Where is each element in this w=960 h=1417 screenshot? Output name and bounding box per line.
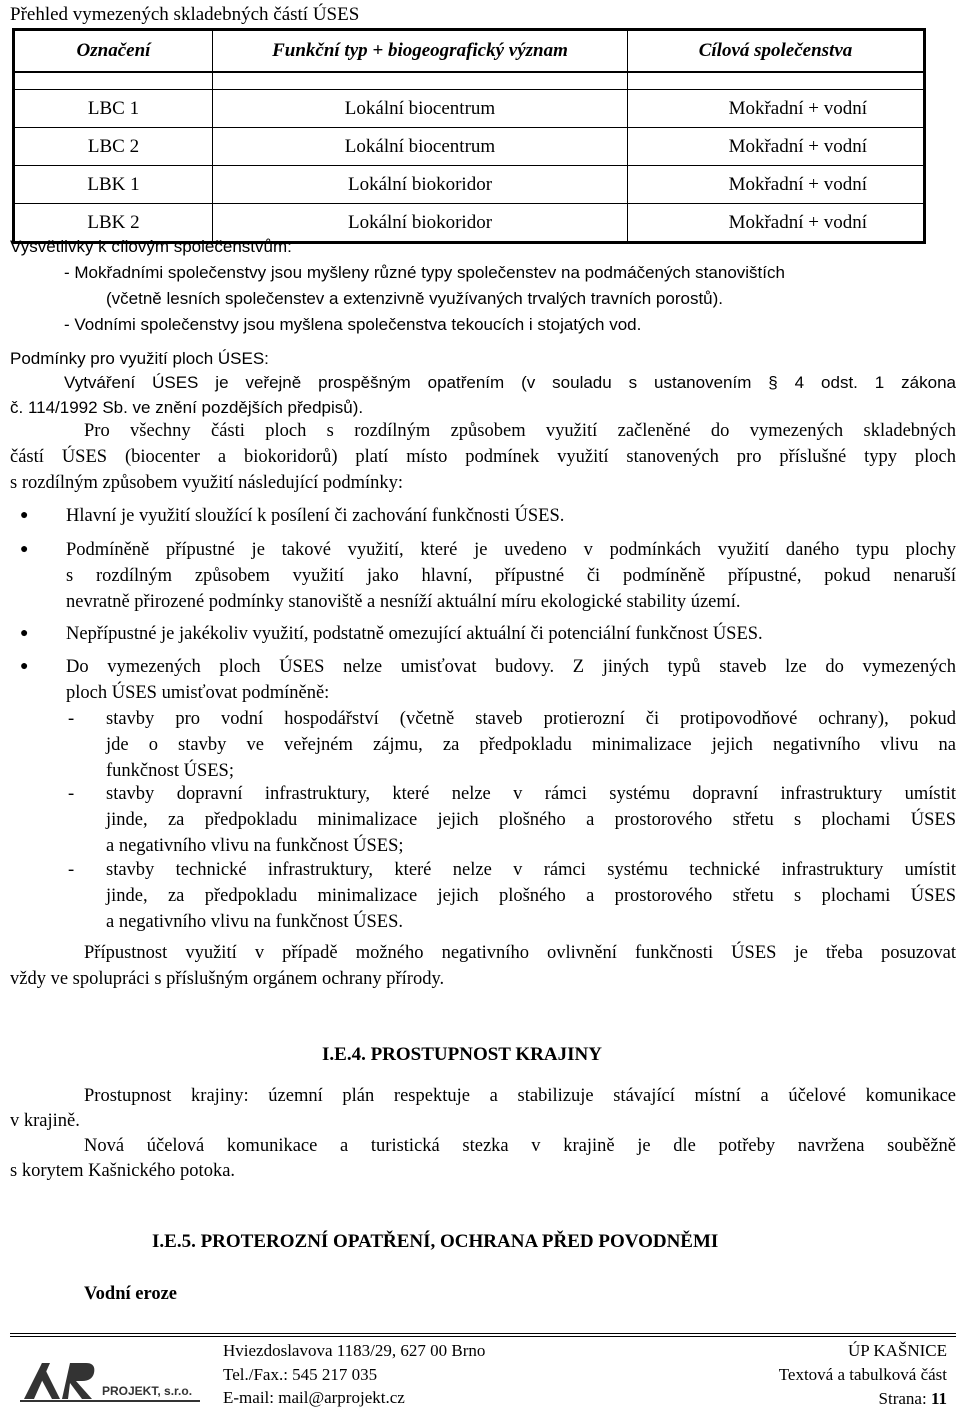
- dash: -: [68, 709, 75, 729]
- table-cell: LBK 2: [14, 204, 213, 243]
- section-heading: I.E.4. PROSTUPNOST KRAJINY: [322, 1044, 602, 1065]
- bullet-item-cont: s rozdílným způsobem využití jako hlavní, přípustné či podmíněně přípustné, pokud nenaruší: [66, 566, 956, 586]
- paragraph: Pro všechny části ploch s rozdílným způsobem využití začleněné do vymezených skladebných: [84, 421, 956, 441]
- table-row: [14, 128, 925, 166]
- legend-item: - Mokřadními společenstvy jsou myšleny různé typy společenstev na podmáčených stanovištích: [64, 263, 785, 282]
- dash-item-cont: a negativního vlivu na funkčnost ÚSES.: [106, 912, 403, 932]
- footer-address: Hviezdoslavova 1183/29, 627 00 Brno: [223, 1341, 486, 1360]
- dash-item: stavby pro vodní hospodářství (včetně staveb protierozní či protipovodňové ochrany), pokud: [106, 709, 956, 729]
- paragraph: Vytváření ÚSES je veřejně prospěšným opatřením (v souladu s ustanovením § 4 odst. 1 zákona: [64, 373, 956, 392]
- dash: -: [68, 784, 75, 804]
- footer-page: [879, 1386, 947, 1412]
- uses-table: [12, 28, 926, 244]
- table-cell: Lokální biokoridor: [213, 204, 628, 243]
- footer-email: E-mail: mail@arprojekt.cz: [223, 1388, 405, 1407]
- bullet-item-cont: nevratně přirozené podmínky stanoviště a nesníží aktuální míru ekologické stability území.: [66, 592, 741, 612]
- dash-item-cont: a negativního vlivu na funkčnost ÚSES;: [106, 836, 404, 856]
- footer-divider: [10, 1336, 956, 1337]
- footer-divider: [10, 1333, 956, 1334]
- footer-project: ÚP KAŠNICE: [847, 1341, 947, 1360]
- paragraph: Nová účelová komunikace a turistická stezka v krajině je dle potřeby navržena souběžně: [84, 1136, 956, 1156]
- table-cell: Mokřadní + vodní: [628, 90, 925, 128]
- bullet-item: Hlavní je využití sloužící k posílení či zachování funkčnosti ÚSES.: [66, 506, 565, 526]
- legend-item: - Vodními společenstvy jsou myšlena společenstva tekoucích i stojatých vod.: [64, 315, 642, 334]
- dash-item-cont: jde o stavby ve veřejném zájmu, za předpokladu minimalizace jejich negativního vlivu na: [106, 735, 956, 755]
- paragraph: v krajině.: [10, 1111, 80, 1131]
- dash-item-cont: jinde, za předpokladu minimalizace jejich plošného a prostorového střetu s plochami ÚSES: [106, 886, 956, 906]
- bullet-item: Podmíněně přípustné je takové využití, které je uvedeno v podmínkách využití daného typu plochy: [66, 540, 956, 560]
- bullet-icon: ●: [20, 626, 29, 641]
- paragraph: vždy ve spolupráci s příslušným orgánem ochrany přírody.: [10, 969, 445, 989]
- page-label: Strana:: [878, 1389, 927, 1408]
- subheading: Vodní eroze: [84, 1284, 178, 1304]
- footer-phone: Tel./Fax.: 545 217 035: [223, 1365, 378, 1384]
- column-header: Cílová společenstva: [628, 30, 925, 73]
- paragraph: Prostupnost krajiny: územní plán respektuje a stabilizuje stávající místní a účelové komunikace: [84, 1086, 956, 1106]
- logo-text: PROJEKT, s.r.o.: [102, 1384, 193, 1398]
- bullet-icon: ●: [20, 508, 29, 523]
- table-caption: Přehled vymezených skladebných částí ÚSES: [10, 4, 360, 25]
- paragraph: č. 114/1992 Sb. ve znění pozdějších předpisů).: [10, 398, 364, 417]
- dash-item: stavby dopravní infrastruktury, které nelze v rámci systému dopravní infrastruktury umístit: [106, 784, 956, 804]
- dash-item: stavby technické infrastruktury, které nelze v rámci systému technické infrastruktury umístit: [106, 860, 956, 880]
- paragraph: Přípustnost využití v případě možného negativního ovlivnění funkčnosti ÚSES je třeba posuzovat: [84, 943, 956, 963]
- table-row: [14, 90, 925, 128]
- bullet-item: Nepřípustné je jakékoliv využití, podstatně omezující aktuální či potenciální funkčnost ÚSES.: [66, 624, 763, 644]
- column-header: Označení: [14, 30, 213, 73]
- paragraph: částí ÚSES (biocenter a biokoridorů) platí místo podmínek využití stanovených pro příslušné typy ploch: [10, 447, 956, 467]
- table-cell: Mokřadní + vodní: [628, 128, 925, 166]
- bullet-icon: ●: [20, 659, 29, 674]
- bullet-item-cont: ploch ÚSES umisťovat podmíněně:: [66, 683, 330, 703]
- bullet-icon: ●: [20, 542, 29, 557]
- dash-item-cont: funkčnost ÚSES;: [106, 761, 234, 781]
- paragraph: s rozdílným způsobem využití následující podmínky:: [10, 473, 404, 493]
- table-cell: Mokřadní + vodní: [628, 204, 925, 243]
- dash: -: [68, 860, 75, 880]
- table-cell: Lokální biocentrum: [213, 128, 628, 166]
- paragraph: s korytem Kašnického potoka.: [10, 1161, 236, 1181]
- table-row: [14, 166, 925, 204]
- table-header-row: [14, 30, 925, 73]
- legend-item-cont: (včetně lesních společenstev a extenzivně využívaných trvalých travních porostů).: [106, 289, 724, 308]
- footer-part: Textová a tabulková část: [778, 1365, 947, 1384]
- section-heading: I.E.5. PROTEROZNÍ OPATŘENÍ, OCHRANA PŘED POVODNĚMI: [152, 1231, 719, 1252]
- page-number: 11: [930, 1389, 947, 1408]
- table-cell: LBK 1: [14, 166, 213, 204]
- table-cell: Lokální biocentrum: [213, 90, 628, 128]
- table-cell: LBC 2: [14, 128, 213, 166]
- dash-item-cont: jinde, za předpokladu minimalizace jejich plošného a prostorového střetu s plochami ÚSES: [106, 810, 956, 830]
- table-cell: Lokální biokoridor: [213, 166, 628, 204]
- bullet-item: Do vymezených ploch ÚSES nelze umisťovat budovy. Z jiných typů staveb lze do vymezených: [66, 657, 956, 677]
- conditions-title: Podmínky pro využití ploch ÚSES:: [10, 349, 269, 368]
- table-cell: LBC 1: [14, 90, 213, 128]
- company-logo: [20, 1355, 200, 1403]
- column-header: Funkční typ + biogeografický význam: [213, 30, 628, 73]
- legend-title: Vysvětlivky k cílovým společenstvům:: [10, 237, 292, 256]
- table-cell: Mokřadní + vodní: [628, 166, 925, 204]
